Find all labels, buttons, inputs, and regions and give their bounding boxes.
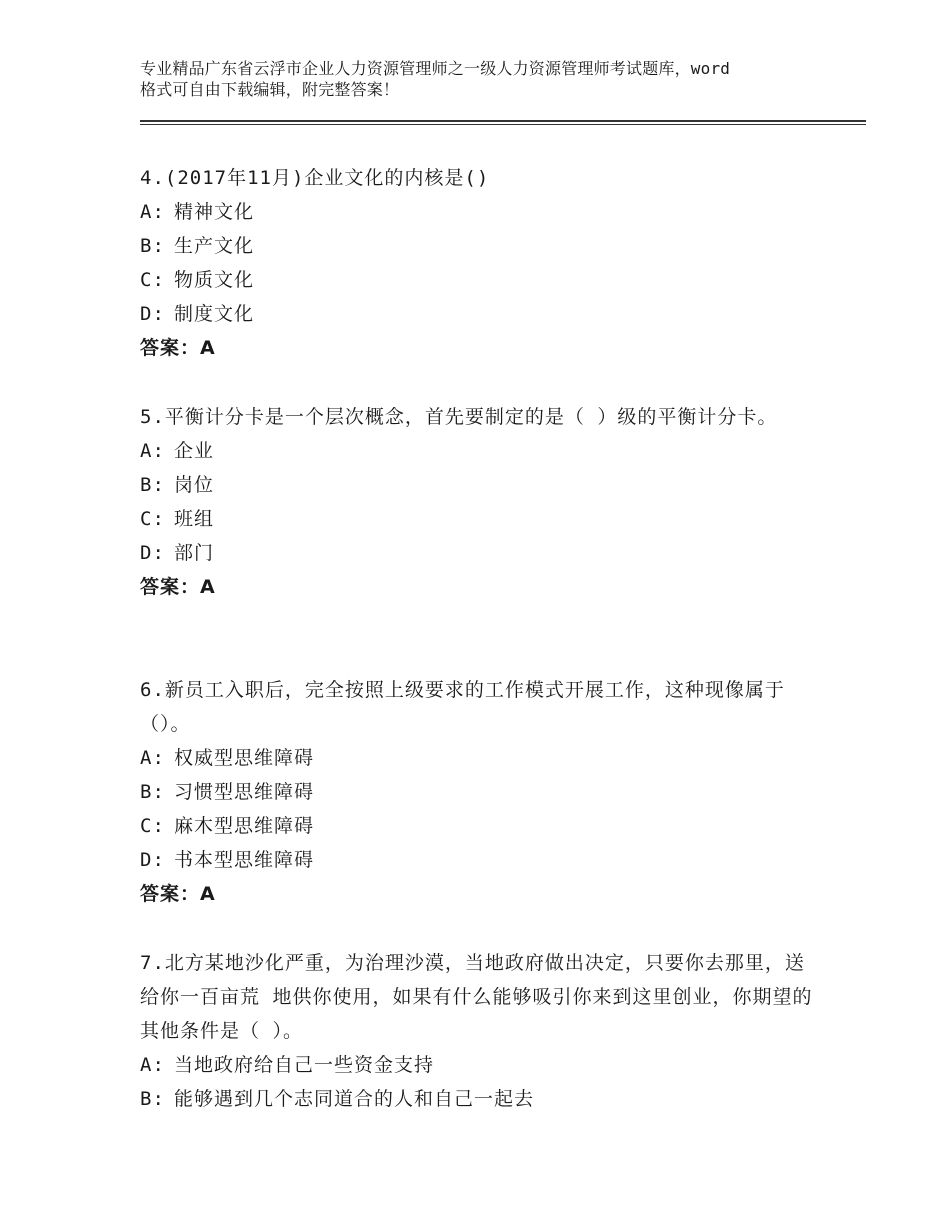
option-text: 精神文化 [174,201,255,223]
option-text: 书本型思维障碍 [174,849,315,871]
option-key: A: [140,201,165,223]
option-text: 岗位 [174,474,215,496]
option-b [140,229,820,263]
question-text: 4.(2017年11月)企业文化的内核是() [140,167,490,189]
option-text: 生产文化 [174,235,255,257]
option-c [140,809,820,843]
question-text: 6.新员工入职后，完全按照上级要求的工作模式开展工作，这种现像属于（）。 [140,679,785,735]
option-text: 习惯型思维障碍 [174,781,315,803]
question-text: 5.平衡计分卡是一个层次概念，首先要制定的是（ ）级的平衡计分卡。 [140,406,778,428]
option-key: B: [140,781,165,803]
option-d [140,297,820,331]
option-c [140,263,820,297]
option-key: B: [140,235,165,257]
answer-line: 答案：A [140,337,216,359]
option-b [140,775,820,809]
question-7 [140,946,820,1116]
question-text: 7.北方某地沙化严重，为治理沙漠，当地政府做出决定，只要你去那里，送给你一百亩荒 地供你使用，如果有什么能够吸引你来到这里创业，你期望的其他条件是（ ）。 [140,952,813,1042]
option-b [140,1082,820,1116]
option-key: B: [140,474,165,496]
option-text: 企业 [174,440,215,462]
document-header [140,58,840,100]
option-a [140,741,820,775]
answer-line: 答案：A [140,576,216,598]
option-a [140,1048,820,1082]
option-d [140,843,820,877]
question-5 [140,400,820,604]
option-text: 麻木型思维障碍 [174,815,315,837]
option-a [140,434,820,468]
option-key: A: [140,747,165,769]
option-text: 权威型思维障碍 [174,747,315,769]
option-key: A: [140,1054,165,1076]
option-key: C: [140,269,165,291]
header-divider-thick [140,120,866,122]
option-key: A: [140,440,165,462]
option-text: 制度文化 [174,303,255,325]
header-title-line-2: 格式可自由下载编辑，附完整答案！ [140,80,400,99]
option-text: 当地政府给自己一些资金支持 [174,1054,435,1076]
option-text: 物质文化 [174,269,255,291]
option-d [140,536,820,570]
option-key: D: [140,542,165,564]
answer-line: 答案：A [140,883,216,905]
option-key: C: [140,815,165,837]
option-text: 部门 [174,542,215,564]
option-text: 班组 [174,508,215,530]
option-key: B: [140,1088,165,1110]
header-title-line-1: 专业精品广东省云浮市企业人力资源管理师之一级人力资源管理师考试题库，word [140,59,731,78]
option-c [140,502,820,536]
option-a [140,195,820,229]
question-4 [140,161,820,365]
option-text: 能够遇到几个志同道合的人和自己一起去 [174,1088,535,1110]
option-b [140,468,820,502]
header-divider-thin [140,124,866,125]
option-key: D: [140,849,165,871]
question-6 [140,673,820,911]
option-key: C: [140,508,165,530]
option-key: D: [140,303,165,325]
